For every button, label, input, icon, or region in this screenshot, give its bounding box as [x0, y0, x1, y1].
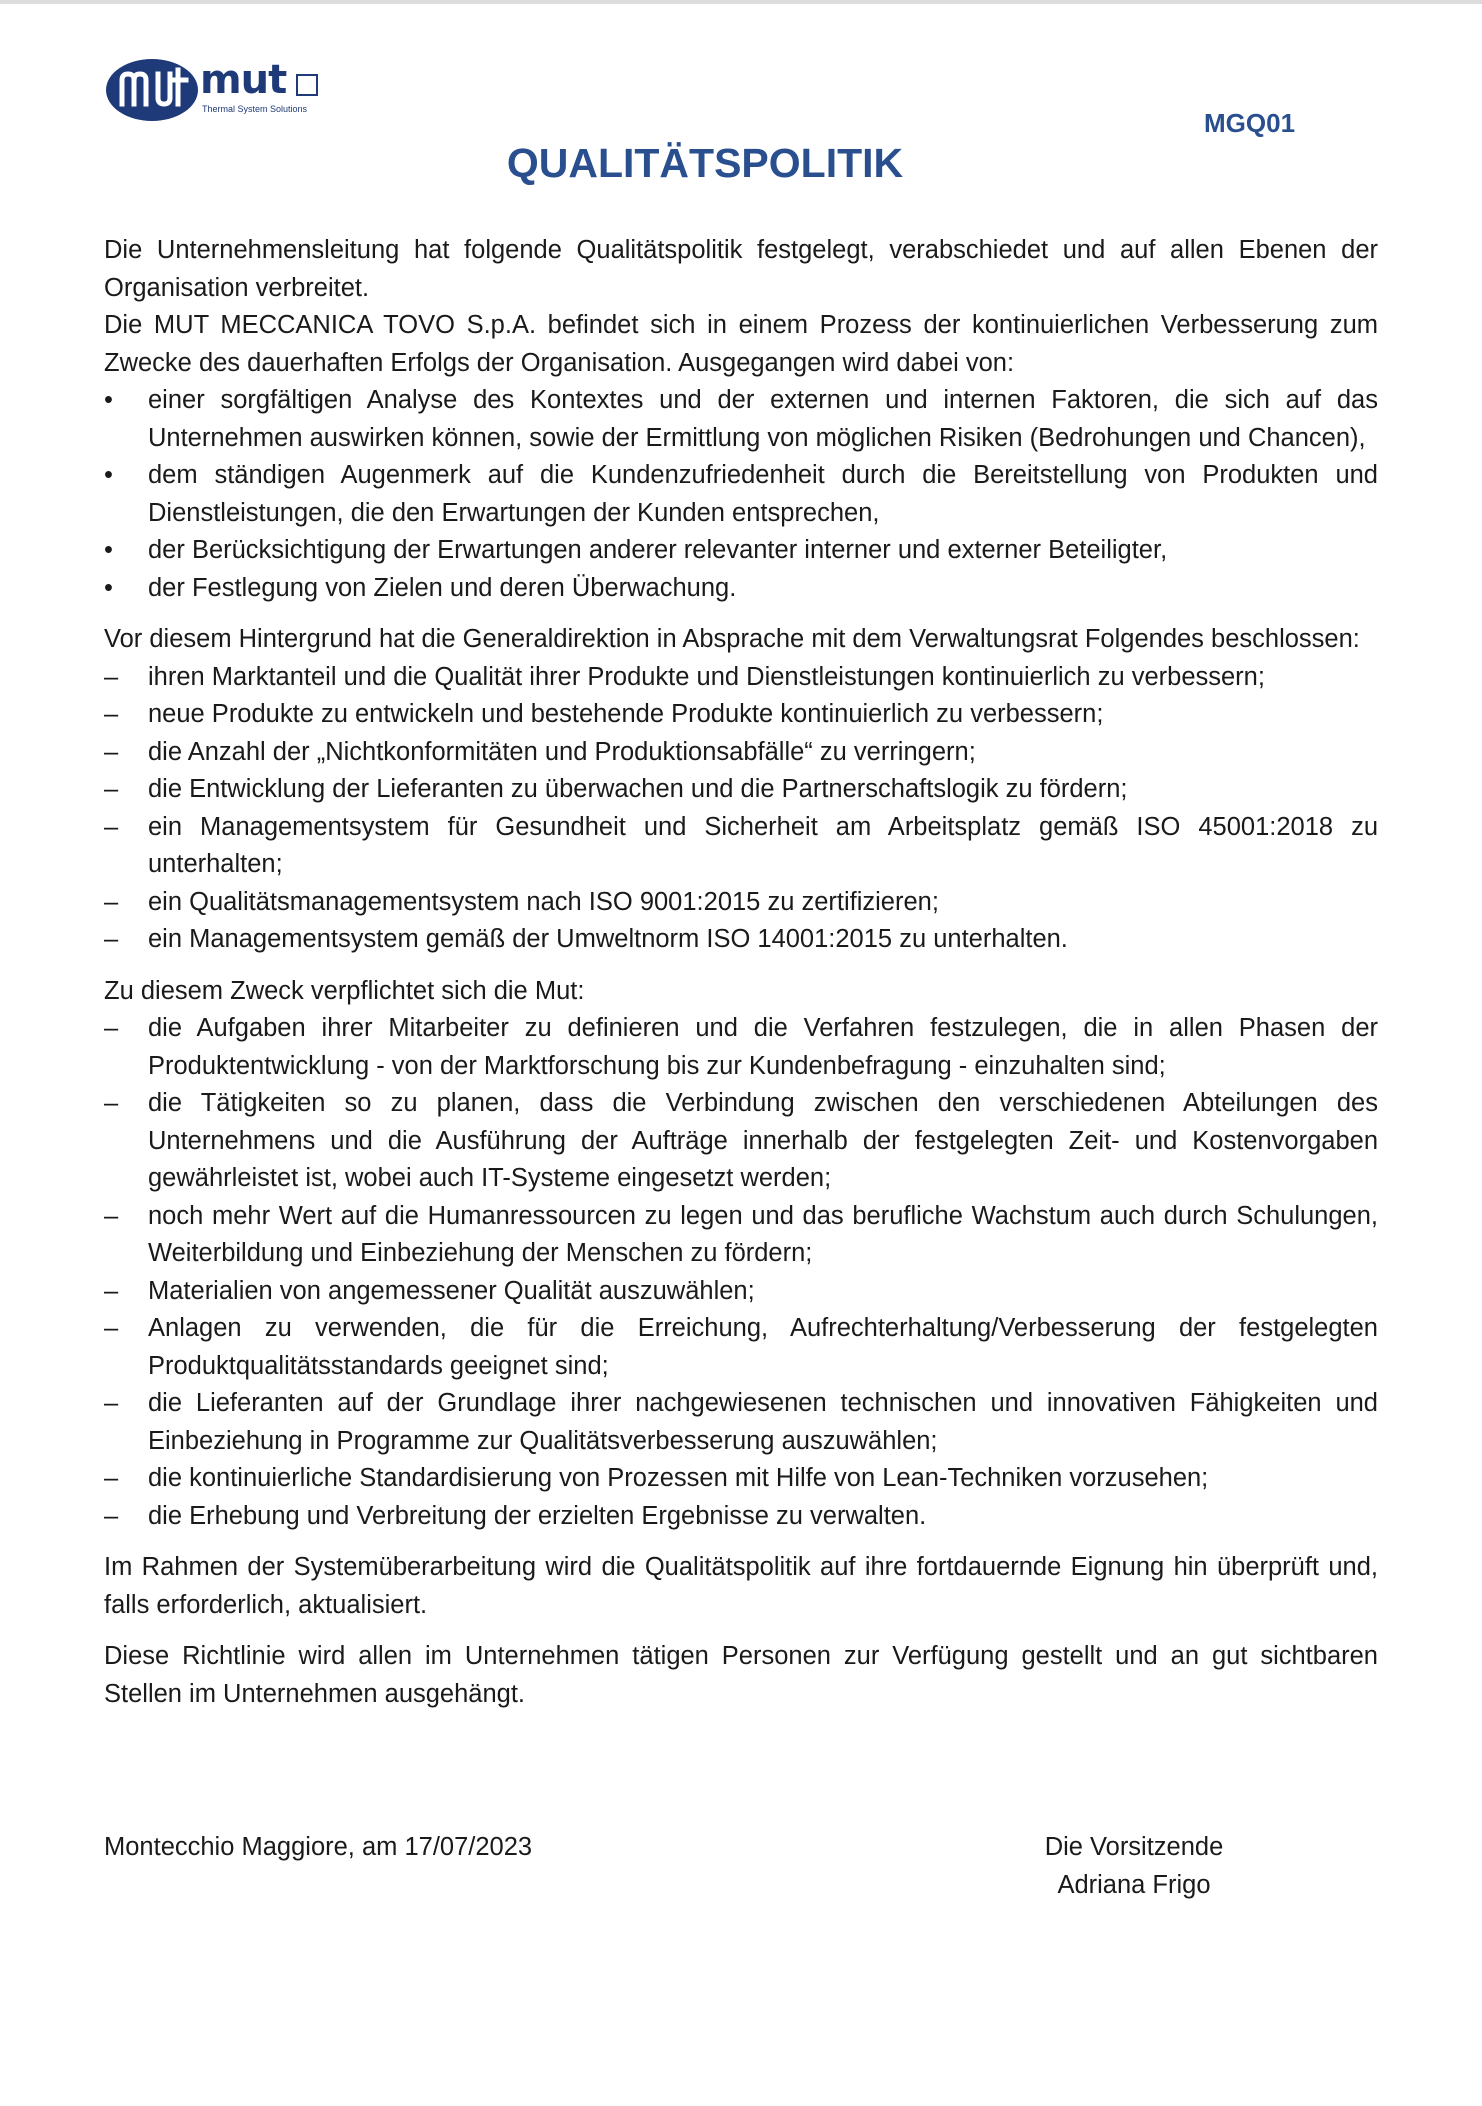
logo-tagline: Thermal System Solutions	[202, 104, 308, 114]
top-border	[0, 0, 1482, 4]
document-body	[104, 232, 1378, 1713]
signatory	[964, 1828, 1304, 1904]
list-item: • der Berücksichtigung der Erwartungen anderer relevanter interner und externer Beteiligter,	[104, 532, 1378, 570]
section-3-lead: Zu diesem Zweck verpflichtet sich die Mut:	[104, 976, 585, 1005]
page-title: QUALITÄTSPOLITIK	[506, 140, 904, 186]
place-and-date: Montecchio Maggiore, am 17/07/2023	[104, 1833, 533, 1861]
dash-icon: –	[104, 812, 119, 841]
dash-icon: –	[104, 1464, 119, 1492]
list-item: – Materialien von angemessener Qualität auszuwählen;	[104, 1273, 1378, 1311]
list-item: – ihren Marktanteil und die Qualität ihrer Produkte und Dienstleistungen kontinuierlich zu verbessern;	[104, 659, 1378, 697]
section-2-lead: Vor diesem Hintergrund hat die Generaldirektion in Absprache mit dem Verwaltungsrat Folgendes beschlossen:	[104, 625, 1360, 653]
list-item: – die Erhebung und Verbreitung der erzielten Ergebnisse zu verwalten.	[104, 1498, 1378, 1536]
closing-paragraph-2: Diese Richtlinie wird allen im Unternehmen tätigen Personen zur Verfügung gestellt und an gut sichtbaren Stellen im Unternehmen ausgehängt.	[104, 1642, 1378, 1708]
list-item: – Anlagen zu verwenden, die für die Erreichung, Aufrechterhaltung/Verbesserung der festgelegten Produktqualitätsstandards geeignet sind;	[104, 1310, 1378, 1385]
logo-emblem-icon	[104, 56, 204, 124]
dash-icon: –	[104, 1089, 119, 1117]
logo-square-icon	[296, 74, 318, 96]
commitments-list	[104, 1010, 1378, 1535]
list-item: – ein Qualitätsmanagementsystem nach ISO 9001:2015 zu zertifizieren;	[104, 884, 1378, 922]
bullet-icon: •	[104, 573, 113, 602]
dash-icon: –	[104, 662, 119, 691]
dash-icon: –	[104, 1201, 119, 1230]
list-item: – ein Managementsystem für Gesundheit und Sicherheit am Arbeitsplatz gemäß ISO 45001:2018 zu unterhalten;	[104, 809, 1378, 884]
dash-icon: –	[104, 925, 119, 953]
context-bullet-list	[104, 382, 1378, 607]
list-item: – ein Managementsystem gemäß der Umweltnorm ISO 14001:2015 zu unterhalten.	[104, 921, 1378, 959]
logo-wordmark: mut	[200, 57, 287, 103]
list-item: – die Anzahl der „Nichtkonformitäten und Produktionsabfälle“ zu verringern;	[104, 734, 1378, 772]
dash-icon: –	[104, 700, 119, 728]
dash-icon: –	[104, 775, 119, 803]
list-item: • dem ständigen Augenmerk auf die Kundenzufriedenheit durch die Bereitstellung von Produkten und Dienstleistungen, die den Erwartungen der Kunden entsprechen,	[104, 457, 1378, 532]
company-logo	[104, 56, 344, 132]
list-item: – noch mehr Wert auf die Humanressourcen zu legen und das berufliche Wachstum auch durch Schulungen, Weiterbildung und Einbeziehung der Menschen zu fördern;	[104, 1198, 1378, 1273]
bullet-icon: •	[104, 536, 113, 564]
resolutions-list	[104, 659, 1378, 959]
list-item: – neue Produkte zu entwickeln und bestehende Produkte kontinuierlich zu verbessern;	[104, 696, 1378, 734]
list-item: – die Tätigkeiten so zu planen, dass die Verbindung zwischen den verschiedenen Abteilungen des Unternehmens und die Ausführung der Aufträge innerhalb der festgelegten Zeit- und Kostenvorgaben gewährleistet ist, wobei auch IT-Systeme eingesetzt werden;	[104, 1085, 1378, 1198]
intro-paragraph-1: Die Unternehmensleitung hat folgende Qualitätspolitik festgelegt, verabschiedet und auf allen Ebenen der Organisation verbreitet.	[104, 236, 1378, 302]
signatory-name: Adriana Frigo	[1057, 1871, 1211, 1899]
dash-icon: –	[104, 1314, 119, 1342]
dash-icon: –	[104, 737, 119, 766]
list-item: • der Festlegung von Zielen und deren Überwachung.	[104, 570, 1378, 608]
dash-icon: –	[104, 1276, 119, 1305]
list-item: – die Lieferanten auf der Grundlage ihrer nachgewiesenen technischen und innovativen Fähigkeiten und Einbeziehung in Programme zur Qualitätsverbesserung auszuwählen;	[104, 1385, 1378, 1460]
closing-paragraph-1: Im Rahmen der Systemüberarbeitung wird die Qualitätspolitik auf ihre fortdauernde Eignung hin überprüft und, falls erforderlich, aktualisiert.	[104, 1553, 1378, 1619]
bullet-icon: •	[104, 461, 113, 489]
list-item: – die Aufgaben ihrer Mitarbeiter zu definieren und die Verfahren festzulegen, die in allen Phasen der Produktentwicklung - von der Marktforschung bis zur Kundenbefragung - einzuhalten sind;	[104, 1010, 1378, 1085]
list-item: – die Entwicklung der Lieferanten zu überwachen und die Partnerschaftslogik zu fördern;	[104, 771, 1378, 809]
list-item: • einer sorgfältigen Analyse des Kontextes und der externen und internen Faktoren, die sich auf das Unternehmen auswirken können, sowie der Ermittlung von möglichen Risiken (Bedrohungen und Chancen),	[104, 382, 1378, 457]
signatory-role: Die Vorsitzende	[1044, 1833, 1224, 1861]
dash-icon: –	[104, 1014, 119, 1042]
dash-icon: –	[104, 1389, 119, 1417]
list-item: – die kontinuierliche Standardisierung von Prozessen mit Hilfe von Lean-Techniken vorzusehen;	[104, 1460, 1378, 1498]
dash-icon: –	[104, 1501, 119, 1530]
dash-icon: –	[104, 887, 119, 916]
document-code: MGQ01	[1204, 108, 1296, 138]
bullet-icon: •	[104, 386, 113, 414]
intro-paragraph-2: Die MUT MECCANICA TOVO S.p.A. befindet sich in einem Prozess der kontinuierlichen Verbesserung zum Zwecke des dauerhaften Erfolgs der Organisation. Ausgegangen wird dabei von:	[104, 311, 1378, 377]
